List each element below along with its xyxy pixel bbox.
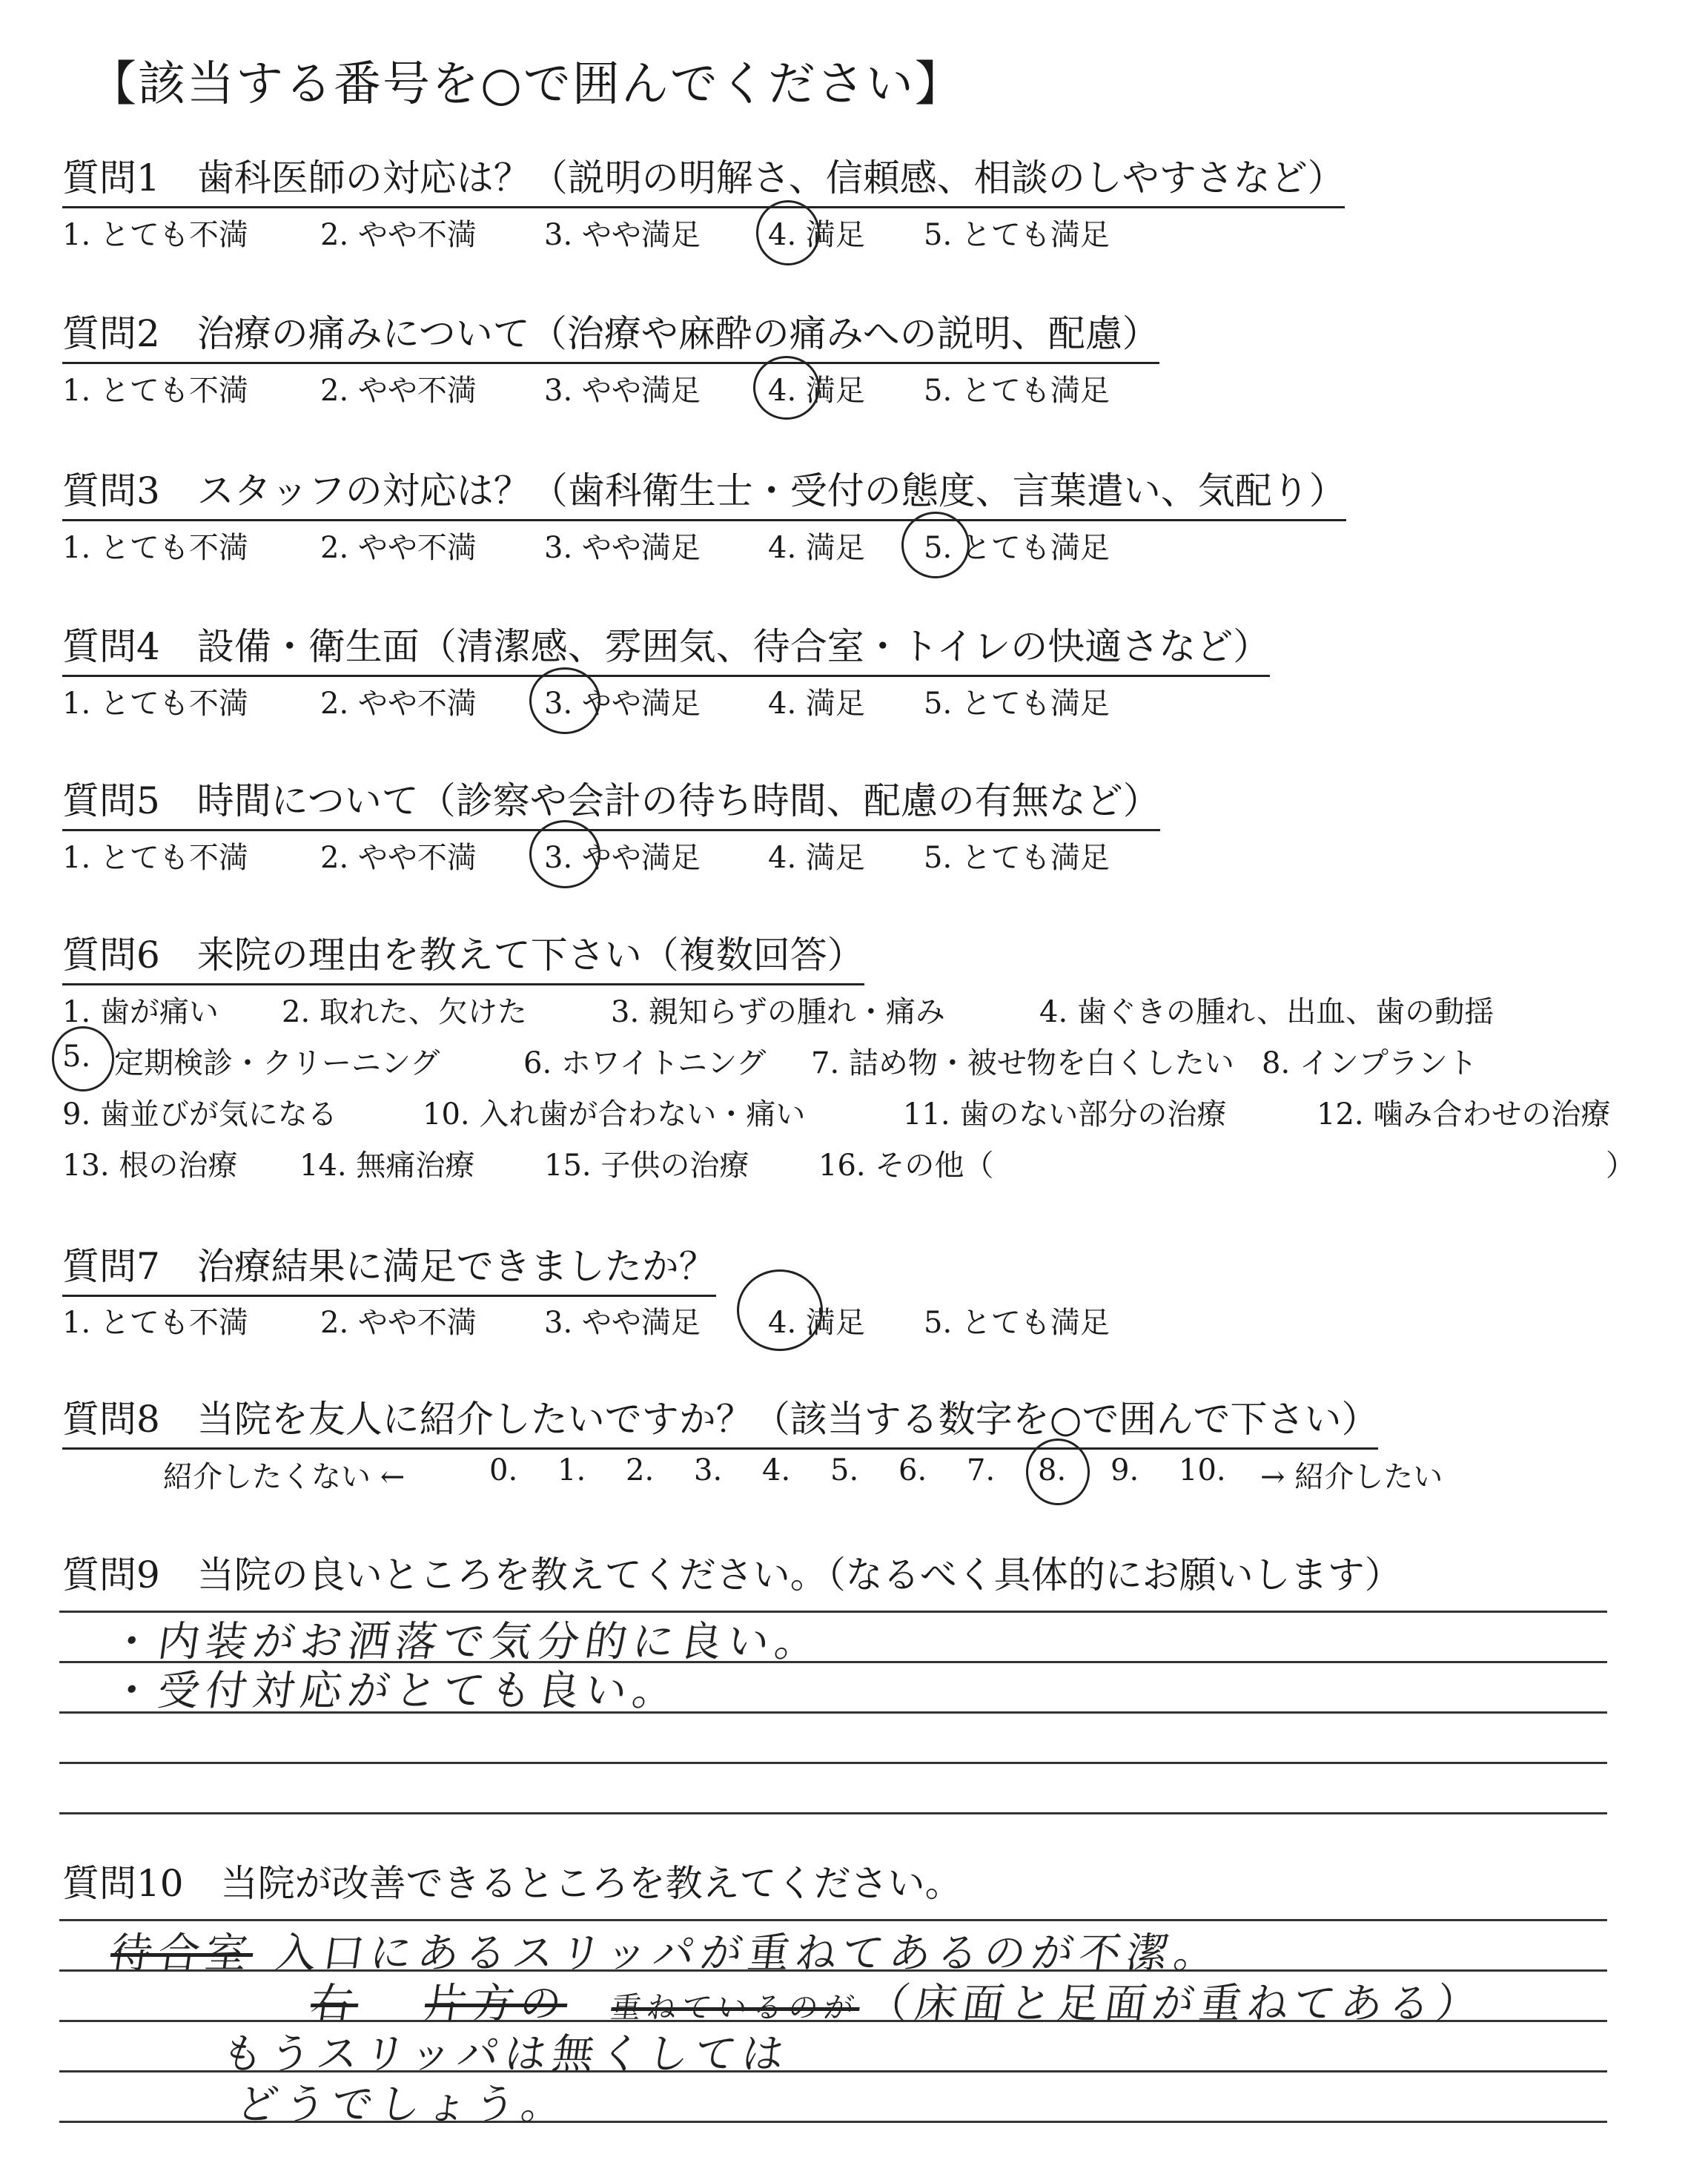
- q2-option-4[interactable]: 4. 満足: [768, 374, 865, 408]
- q8-left-label: 紹介したくない ←: [163, 1460, 406, 1494]
- question-8-title: 質問8 当院を友人に紹介したいですか？（該当する数字を○で囲んで下さい）: [62, 1390, 1378, 1450]
- q6-option-13[interactable]: 13. 根の治療: [62, 1149, 238, 1183]
- q6-option-15[interactable]: 15. 子供の治療: [544, 1149, 749, 1183]
- question-5-title: 質問5 時間について（診察や会計の待ち時間、配慮の有無など）: [62, 771, 1160, 831]
- q4-option-2[interactable]: 2. やや不満: [320, 687, 477, 721]
- q10-struck-word: 片方の: [421, 1980, 571, 2028]
- q1-option-1[interactable]: 1. とても不満: [62, 218, 248, 252]
- q2-option-1[interactable]: 1. とても不満: [62, 374, 248, 408]
- q8-number-4[interactable]: 4.: [762, 1453, 791, 1487]
- q6-option-9[interactable]: 9. 歯並びが気になる: [62, 1097, 337, 1132]
- q8-number-7[interactable]: 7.: [967, 1453, 996, 1487]
- q3-option-2[interactable]: 2. やや不満: [320, 531, 477, 565]
- q3-option-5[interactable]: 5. とても満足: [924, 531, 1110, 565]
- question-10-title: 質問10 当院が改善できるところを教えてください。: [62, 1862, 962, 1905]
- q3-option-1[interactable]: 1. とても不満: [62, 531, 248, 565]
- q5-option-3[interactable]: 3. やや満足: [544, 841, 701, 875]
- q2-option-3[interactable]: 3. やや満足: [544, 374, 701, 408]
- q6-option-8[interactable]: 8. インプラント: [1262, 1046, 1477, 1080]
- q6-option-2[interactable]: 2. 取れた、欠けた: [282, 995, 527, 1029]
- q9-answer-1[interactable]: ・内装がお洒落で気分的に良い。: [107, 1618, 826, 1666]
- q8-number-0[interactable]: 0.: [489, 1453, 518, 1487]
- q5-option-1[interactable]: 1. とても不満: [62, 841, 248, 875]
- q4-option-4[interactable]: 4. 満足: [768, 687, 865, 721]
- q10-struck-word: 待合室: [107, 1929, 256, 1978]
- q8-number-2[interactable]: 2.: [626, 1453, 655, 1487]
- q3-option-3[interactable]: 3. やや満足: [544, 531, 701, 565]
- q6-option-1[interactable]: 1. 歯が痛い: [62, 995, 219, 1029]
- q8-number-6[interactable]: 6.: [898, 1453, 927, 1487]
- q5-option-2[interactable]: 2. やや不満: [320, 841, 477, 875]
- q4-option-3[interactable]: 3. やや満足: [544, 687, 701, 721]
- q6-option-16-close: ）: [1606, 1149, 1635, 1183]
- question-7-title: 質問7 治療結果に満足できましたか？: [62, 1237, 716, 1297]
- question-3-title: 質問3 スタッフの対応は？（歯科衛生士・受付の態度、言葉遣い、気配り）: [62, 461, 1346, 521]
- q1-option-5[interactable]: 5. とても満足: [924, 218, 1110, 252]
- q8-number-3[interactable]: 3.: [694, 1453, 723, 1487]
- q6-option-4[interactable]: 4. 歯ぐきの腫れ、出血、歯の動揺: [1039, 995, 1494, 1029]
- q6-option-3[interactable]: 3. 親知らずの腫れ・痛み: [611, 995, 945, 1029]
- q3-option-4[interactable]: 4. 満足: [768, 531, 865, 565]
- q7-option-2[interactable]: 2. やや不満: [320, 1306, 477, 1340]
- q7-option-4[interactable]: 4. 満足: [768, 1306, 865, 1340]
- q1-option-3[interactable]: 3. やや満足: [544, 218, 701, 252]
- question-9-title: 質問9 当院の良いところを教えてください。（なるべく具体的にお願いします）: [62, 1553, 1402, 1596]
- question-1-title: 質問1 歯科医師の対応は？（説明の明解さ、信頼感、相談のしやすさなど）: [62, 148, 1345, 208]
- q6-option-12[interactable]: 12. 噛み合わせの治療: [1317, 1097, 1611, 1132]
- form-header: 【該当する番号を○で囲んでください】: [89, 57, 964, 112]
- q6-option-10[interactable]: 10. 入れ歯が合わない・痛い: [423, 1097, 806, 1132]
- q2-option-2[interactable]: 2. やや不満: [320, 374, 477, 408]
- question-6-title: 質問6 来院の理由を教えて下さい（複数回答）: [62, 925, 864, 985]
- q9-answer-2[interactable]: ・受付対応がとても良い。: [107, 1667, 683, 1715]
- q6-option-6[interactable]: 6. ホワイトニング: [523, 1046, 767, 1080]
- q10-struck-word: 右: [307, 1980, 362, 2028]
- q10-struck-word: 重ねているのが: [609, 1991, 862, 2025]
- q7-option-1[interactable]: 1. とても不満: [62, 1306, 248, 1340]
- q8-right-label: → 紹介したい: [1260, 1460, 1443, 1494]
- q7-option-5[interactable]: 5. とても満足: [924, 1306, 1110, 1340]
- q8-number-10[interactable]: 10.: [1179, 1453, 1226, 1487]
- q6-option-11[interactable]: 11. 歯のない部分の治療: [903, 1097, 1227, 1132]
- q6-option-16[interactable]: 16. その他（: [818, 1149, 994, 1183]
- q6-option-5-label: 定期検診・クリーニング: [114, 1046, 440, 1080]
- q6-option-7[interactable]: 7. 詰め物・被せ物を白くしたい: [811, 1046, 1234, 1080]
- q8-number-9[interactable]: 9.: [1110, 1453, 1139, 1487]
- q10-answer-line-4[interactable]: どうでしょう。: [233, 2081, 572, 2129]
- q8-number-5[interactable]: 5.: [830, 1453, 859, 1487]
- q9-answer-line: [59, 1812, 1607, 1814]
- q8-number-8[interactable]: 8.: [1038, 1453, 1067, 1487]
- q4-option-5[interactable]: 5. とても満足: [924, 687, 1110, 721]
- question-2-title: 質問2 治療の痛みについて（治療や麻酔の痛みへの説明、配慮）: [62, 304, 1159, 364]
- question-4-title: 質問4 設備・衛生面（清潔感、雰囲気、待合室・トイレの快適さなど）: [62, 617, 1270, 677]
- q10-answer-text: （床面と足面が重ねてある）: [864, 1980, 1487, 2028]
- q7-option-3[interactable]: 3. やや満足: [544, 1306, 701, 1340]
- q1-option-2[interactable]: 2. やや不満: [320, 218, 477, 252]
- q9-answer-line: [59, 1762, 1607, 1764]
- q1-option-4[interactable]: 4. 満足: [768, 218, 865, 252]
- q6-option-14[interactable]: 14. 無痛治療: [299, 1149, 475, 1183]
- q10-answer-text: 入口にあるスリッパが重ねてあるのが不潔。: [271, 1929, 1225, 1978]
- q5-option-4[interactable]: 4. 満足: [768, 841, 865, 875]
- q4-option-1[interactable]: 1. とても不満: [62, 687, 248, 721]
- q5-option-5[interactable]: 5. とても満足: [924, 841, 1110, 875]
- q6-option-5[interactable]: 5.: [62, 1040, 91, 1074]
- q10-answer-line-3[interactable]: もうスリッパは無くしては: [218, 2030, 793, 2078]
- q2-option-5[interactable]: 5. とても満足: [924, 374, 1110, 408]
- q8-number-1[interactable]: 1.: [557, 1453, 586, 1487]
